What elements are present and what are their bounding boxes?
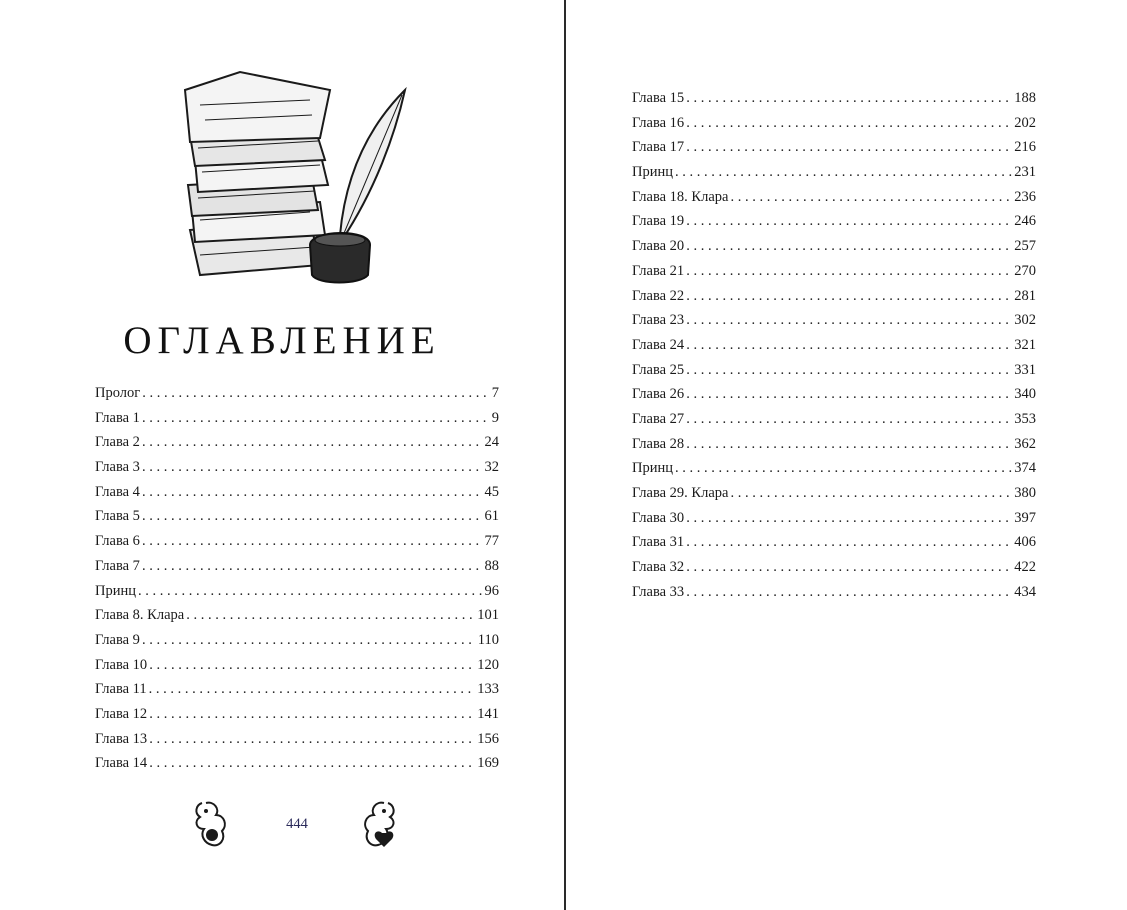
page-number: 302 — [1014, 312, 1036, 329]
page-number: 45 — [484, 483, 499, 500]
toc-entry — [95, 410, 499, 435]
toc-entry — [632, 288, 1036, 313]
page-number: 246 — [1014, 213, 1036, 230]
chapter-title: Глава 12 — [95, 705, 148, 722]
toc-entry — [95, 632, 499, 657]
chapter-title: Глава 2 — [95, 434, 140, 451]
chapter-title: Глава 30 — [632, 509, 685, 526]
toc-entry — [95, 434, 499, 459]
dot-leader — [138, 583, 482, 600]
dot-leader — [686, 288, 1012, 305]
page-number: 340 — [1014, 386, 1036, 403]
toc-entry — [632, 436, 1036, 461]
page-number: 156 — [477, 730, 499, 747]
chapter-title: Глава 27 — [632, 410, 685, 427]
page-number: 374 — [1014, 460, 1036, 477]
page-number: 120 — [477, 656, 499, 673]
toc-entry — [95, 657, 499, 682]
page-title: ОГЛАВЛЕНИЕ — [123, 319, 441, 362]
toc-entry — [95, 558, 499, 583]
chapter-title: Глава 19 — [632, 213, 685, 230]
toc-entry — [632, 90, 1036, 115]
toc-entry — [95, 607, 499, 632]
dot-leader — [142, 484, 483, 501]
toc-entry — [632, 534, 1036, 559]
toc-entry — [95, 583, 499, 608]
dot-leader — [686, 213, 1012, 230]
chapter-title: Глава 16 — [632, 114, 685, 131]
books-and-quill-illustration — [170, 60, 420, 290]
page-number: 7 — [491, 385, 499, 401]
dot-leader — [686, 263, 1012, 280]
dot-leader — [142, 558, 483, 575]
chapter-title: Глава 8. Клара — [95, 607, 185, 624]
chapter-title: Принц — [632, 164, 674, 181]
dot-leader — [686, 139, 1012, 156]
page-number: 380 — [1014, 485, 1036, 501]
toc-entry — [632, 238, 1036, 263]
toc-entry — [632, 485, 1036, 510]
page-number: 9 — [491, 409, 499, 426]
chapter-title: Глава 11 — [95, 681, 147, 698]
dot-leader — [686, 386, 1012, 403]
page-number: 88 — [484, 557, 499, 574]
page-number: 101 — [477, 607, 499, 624]
page-number: 24 — [484, 434, 499, 451]
toc-entry — [95, 755, 499, 780]
dot-leader — [686, 411, 1012, 428]
dot-leader — [686, 90, 1012, 107]
toc-entry — [632, 312, 1036, 337]
dot-leader — [149, 681, 476, 698]
page-number: 110 — [477, 631, 499, 648]
dot-leader — [142, 508, 483, 525]
page-number: 96 — [484, 582, 499, 599]
page-number: 141 — [477, 705, 499, 722]
page-number: 188 — [1014, 90, 1036, 106]
chapter-title: Глава 32 — [632, 559, 685, 576]
dot-leader — [142, 434, 483, 451]
dot-leader — [675, 460, 1012, 477]
dot-leader — [142, 459, 483, 476]
chapter-title: Глава 3 — [95, 459, 140, 476]
toc-entry — [95, 484, 499, 509]
page-number: 434 — [1014, 583, 1036, 600]
dot-leader — [686, 115, 1012, 132]
dot-leader — [686, 436, 1012, 453]
chapter-title: Глава 5 — [95, 508, 140, 525]
chapter-title: Глава 25 — [632, 361, 685, 378]
page-number: 362 — [1014, 435, 1036, 452]
chapter-title: Глава 7 — [95, 557, 140, 574]
dot-leader — [686, 559, 1012, 576]
chapter-title: Глава 28 — [632, 435, 685, 452]
page-number: 406 — [1014, 534, 1036, 551]
dot-leader — [142, 385, 490, 402]
chapter-title: Глава 15 — [632, 90, 685, 106]
toc-entry — [632, 386, 1036, 411]
dot-leader — [686, 312, 1012, 329]
chapter-title: Глава 29. Клара — [632, 485, 729, 501]
dot-leader — [686, 584, 1012, 601]
toc-entry — [632, 139, 1036, 164]
dragon-ornament-icon — [360, 795, 400, 855]
toc-list-right — [632, 90, 1036, 608]
page-number: 202 — [1014, 114, 1036, 131]
page-number: 397 — [1014, 509, 1036, 526]
chapter-title: Пролог — [95, 385, 141, 401]
toc-entry — [95, 731, 499, 756]
toc-entry — [95, 681, 499, 706]
toc-entry — [95, 385, 499, 410]
chapter-title: Глава 10 — [95, 656, 148, 673]
chapter-title: Глава 26 — [632, 386, 685, 403]
chapter-title: Глава 9 — [95, 631, 140, 648]
dot-leader — [686, 534, 1012, 551]
page-number: 353 — [1014, 410, 1036, 427]
chapter-title: Глава 1 — [95, 409, 140, 426]
chapter-title: Глава 24 — [632, 336, 685, 353]
toc-entry — [632, 189, 1036, 214]
toc-entry — [632, 584, 1036, 609]
page-number: 169 — [477, 755, 499, 772]
toc-entry — [632, 362, 1036, 387]
dot-leader — [730, 189, 1012, 206]
page-number: 231 — [1014, 164, 1036, 181]
toc-entry — [632, 115, 1036, 140]
page-footer — [0, 795, 564, 855]
chapter-title: Принц — [632, 460, 674, 477]
chapter-title: Глава 6 — [95, 533, 140, 550]
page-number: 77 — [484, 533, 499, 550]
toc-entry — [632, 337, 1036, 362]
page-number: 32 — [484, 459, 499, 476]
chapter-title: Глава 4 — [95, 483, 140, 500]
toc-entry — [95, 508, 499, 533]
chapter-title: Глава 17 — [632, 139, 685, 156]
toc-entry — [632, 411, 1036, 436]
page-number: 281 — [1014, 287, 1036, 304]
toc-entry — [632, 263, 1036, 288]
page-number-folio: 444 — [286, 816, 308, 832]
toc-entry — [632, 460, 1036, 485]
page-number: 270 — [1014, 262, 1036, 279]
toc-entry — [632, 213, 1036, 238]
page-number: 61 — [484, 508, 499, 525]
dot-leader — [149, 755, 475, 772]
dot-leader — [686, 337, 1012, 354]
dot-leader — [686, 238, 1012, 255]
toc-entry — [95, 533, 499, 558]
dot-leader — [686, 510, 1012, 527]
chapter-title: Глава 23 — [632, 312, 685, 329]
toc-entry — [632, 164, 1036, 189]
chapter-title: Глава 20 — [632, 238, 685, 255]
toc-entry — [95, 459, 499, 484]
dot-leader — [730, 485, 1012, 502]
chapter-title: Глава 13 — [95, 730, 148, 747]
page-number: 422 — [1014, 559, 1036, 576]
toc-list-left — [95, 385, 499, 780]
page-number: 216 — [1014, 139, 1036, 156]
chapter-title: Глава 14 — [95, 755, 148, 772]
page-number: 133 — [477, 681, 499, 698]
page-number: 257 — [1014, 238, 1036, 255]
dot-leader — [186, 607, 475, 624]
chapter-title: Глава 31 — [632, 534, 685, 551]
page-number: 321 — [1014, 336, 1036, 353]
dot-leader — [142, 533, 483, 550]
toc-entry — [632, 510, 1036, 535]
chapter-title: Глава 18. Клара — [632, 188, 729, 205]
dot-leader — [686, 362, 1012, 379]
dot-leader — [149, 731, 475, 748]
page-number: 236 — [1014, 188, 1036, 205]
toc-entry — [95, 706, 499, 731]
dot-leader — [149, 657, 475, 674]
chapter-title: Глава 22 — [632, 287, 685, 304]
dot-leader — [149, 706, 475, 723]
dot-leader — [675, 164, 1012, 181]
page-number: 331 — [1014, 361, 1036, 378]
toc-entry — [632, 559, 1036, 584]
chapter-title: Глава 33 — [632, 583, 685, 600]
dot-leader — [142, 632, 476, 649]
chapter-title: Принц — [95, 582, 137, 599]
chapter-title: Глава 21 — [632, 262, 685, 279]
dot-leader — [142, 410, 490, 427]
